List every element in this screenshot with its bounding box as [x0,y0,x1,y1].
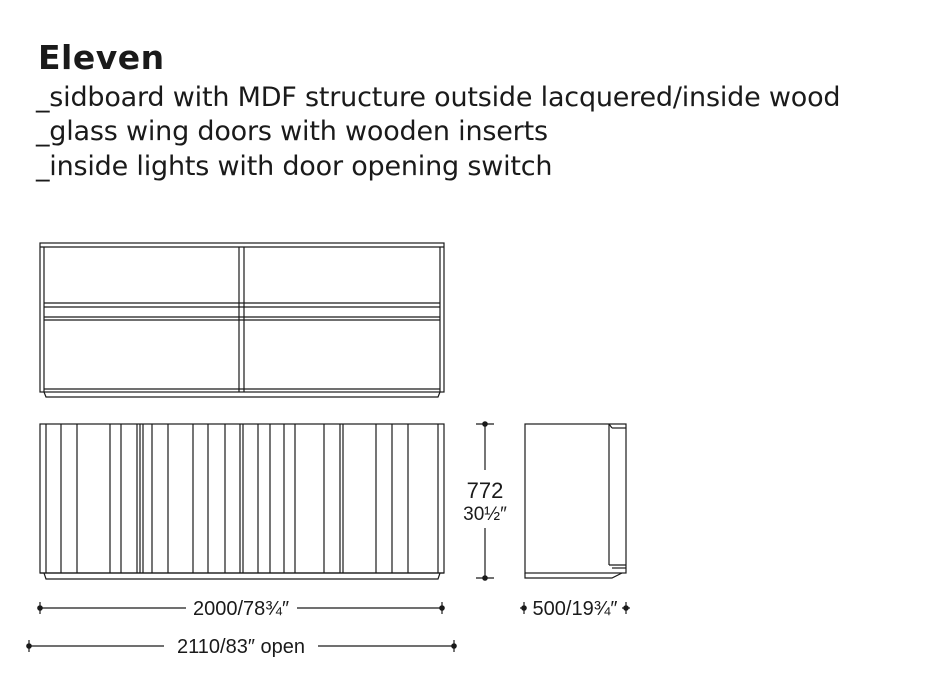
feature-doors: _glass wing doors with wooden inserts [36,116,548,147]
height-mm-label: 772 [466,478,504,503]
width-label: 2000/78¾″ [192,598,290,620]
front-view-drawing [40,424,444,579]
height-in-label: 30½″ [463,504,507,525]
feature-lights: _inside lights with door opening switch [36,151,553,182]
depth-label: 500/19¾″ [532,598,618,620]
width-open-label: 2110/83″ open [177,636,305,658]
product-title: Eleven [38,38,165,77]
top-view-drawing [40,243,444,397]
side-view-drawing [525,424,626,578]
feature-structure: _sidboard with MDF structure outside lacquered/inside wood [36,82,841,113]
